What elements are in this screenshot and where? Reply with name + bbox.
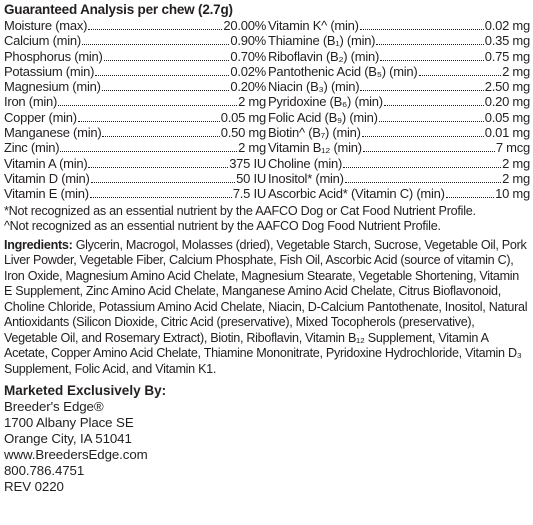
nutrient-value: 7.5 IU (232, 186, 266, 202)
nutrient-value: 2 mg (502, 63, 530, 79)
nutrient-value: 0.02 mg (484, 18, 530, 33)
nutrient-value: 2.50 mg (484, 79, 530, 95)
label-document (4, 2, 530, 495)
ingredients-title: Ingredients: (4, 237, 73, 252)
dot-leader (419, 75, 502, 76)
dot-leader (58, 105, 237, 106)
dot-leader (95, 75, 229, 76)
nutrient-label: Magnesium (min) (4, 79, 101, 95)
nutrient-value: 0.20% (230, 79, 266, 95)
analysis-row (4, 94, 266, 109)
nutrient-label: Copper (min) (4, 109, 77, 125)
marketer-line-phone: 800.786.4751 (4, 463, 85, 479)
analysis-row (268, 64, 530, 79)
analysis-row (4, 110, 266, 125)
nutrient-label: Calcium (min) (4, 33, 81, 49)
analysis-row (268, 156, 530, 171)
nutrient-label: Zinc (min) (4, 140, 60, 156)
nutrient-label: Pyridoxine (B₆) (min) (268, 94, 383, 110)
analysis-row (4, 156, 266, 171)
analysis-row (4, 33, 266, 48)
nutrient-label: Niacin (B₃) (min) (268, 79, 360, 95)
analysis-row (4, 49, 266, 64)
nutrient-label: Manganese (min) (4, 125, 102, 141)
nutrient-value: 0.05 mg (484, 109, 530, 125)
dot-leader (78, 121, 220, 122)
nutrient-label: Moisture (max) (4, 18, 88, 33)
analysis-row (4, 171, 266, 186)
analysis-row (268, 79, 530, 94)
dot-leader (91, 182, 236, 183)
dot-leader (384, 105, 484, 106)
marketer-line-website: www.BreedersEdge.com (4, 447, 148, 463)
marketer-line-brand: Breeder's Edge® (4, 399, 104, 415)
nutrient-label: Pantothenic Acid (B₅) (min) (268, 63, 418, 79)
dot-leader (104, 60, 230, 61)
footnote-1: *Not recognized as an essential nutrient by the AAFCO Dog or Cat Food Nutrient Profile. (4, 203, 476, 218)
nutrient-label: Vitamin E (min) (4, 186, 89, 202)
nutrient-value: 0.50 mg (220, 125, 266, 141)
nutrient-label: Vitamin A (min) (4, 155, 88, 171)
analysis-row (268, 94, 530, 109)
analysis-row (268, 49, 530, 64)
nutrient-value: 0.20 mg (484, 94, 530, 110)
dot-leader (360, 29, 484, 30)
dot-leader (82, 44, 229, 45)
dot-leader (102, 90, 230, 91)
footnote-2: ^Not recognized as an essential nutrient by the AAFCO Dog Food Nutrient Profile. (4, 218, 441, 233)
nutrient-value: 0.75 mg (484, 48, 530, 64)
dot-leader (363, 151, 495, 152)
nutrient-label: Vitamin K^ (min) (268, 18, 359, 33)
dot-leader (88, 167, 228, 168)
dot-leader (446, 197, 494, 198)
nutrient-label: Iron (min) (4, 94, 58, 110)
analysis-row (4, 18, 266, 33)
dot-leader (376, 44, 484, 45)
analysis-row (268, 171, 530, 186)
nutrient-label: Choline (min) (268, 155, 343, 171)
marketer-line-street: 1700 Albany Place SE (4, 415, 134, 431)
nutrient-value: 2 mg (238, 94, 266, 110)
nutrient-label: Biotin^ (B₇) (min) (268, 125, 361, 141)
marketer-line-revision: REV 0220 (4, 479, 64, 495)
nutrient-value: 0.90% (230, 33, 266, 49)
nutrient-value: 50 IU (236, 170, 266, 186)
analysis-right-column (268, 18, 530, 202)
marketed-title: Marketed Exclusively By: (4, 383, 167, 399)
nutrient-label: Inositol* (min) (268, 170, 344, 186)
dot-leader (102, 136, 219, 137)
analysis-row (268, 125, 530, 140)
ingredients-paragraph (4, 238, 530, 378)
nutrient-label: Vitamin D (min) (4, 170, 90, 186)
analysis-row (4, 64, 266, 79)
ingredients-text: Glycerin, Macrogol, Molasses (dried), Vegetable Starch, Sucrose, Vegetable Oil, Pork Liver Powder, Vegetable Fiber, Calcium Phosphate, Fish Oil, Ascorbic Acid (source of vitamin C), Iron Oxide, Magnesium Amino Acid Chelate, Magnesium Stearate, Vegetable Shortening, Vitamin E Supplement, Zinc Amino Acid Chelate, Manganese Amino Acid Chelate, Citrus Bioflavonoid, Choline Chloride, Potassium Amino Acid Chelate, Niacin, D-Calcium Pantothenate, Inositol, Natural Antioxidants (Silicon Dioxide, Citric Acid (preservative), Mixed Tocopherols (preservative), Vegetable Oil, and Rosemary Extract), Biotin, Riboflavin, Vitamin B₁₂ Supplement, Vitamin A Acetate, Copper Amino Acid Chelate, Thiamine Mononitrate, Pyridoxine Hydrochloride, Vitamin D₃ Supplement, Folic Acid, and Vitamin K1. (4, 237, 528, 376)
analysis-row (4, 79, 266, 94)
nutrient-label: Ascorbic Acid* (Vitamin C) (min) (268, 186, 445, 202)
dot-leader (360, 90, 483, 91)
dot-leader (88, 29, 222, 30)
nutrient-value: 0.05 mg (220, 109, 266, 125)
analysis-row (268, 18, 530, 33)
nutrient-value: 0.70% (230, 48, 266, 64)
nutrient-label: Folic Acid (B₉) (min) (268, 109, 378, 125)
dot-leader (343, 167, 501, 168)
analysis-title: Guaranteed Analysis per chew (2.7g) (4, 2, 233, 17)
analysis-row (4, 186, 266, 201)
nutrient-value: 0.02% (230, 63, 266, 79)
analysis-row (268, 110, 530, 125)
analysis-table (4, 18, 530, 202)
dot-leader (362, 136, 484, 137)
nutrient-value: 0.01 mg (484, 125, 530, 141)
nutrient-value: 375 IU (229, 155, 266, 171)
nutrient-value: 7 mcg (495, 140, 530, 156)
marketer-line-city: Orange City, IA 51041 (4, 431, 132, 447)
analysis-row (268, 186, 530, 201)
analysis-row (268, 140, 530, 155)
nutrient-label: Phosphorus (min) (4, 48, 103, 64)
nutrient-value: 2 mg (238, 140, 266, 156)
analysis-row (4, 140, 266, 155)
analysis-row (4, 125, 266, 140)
nutrient-value: 0.35 mg (484, 33, 530, 49)
nutrient-value: 20.00% (223, 18, 266, 33)
analysis-row (268, 33, 530, 48)
dot-leader (379, 121, 484, 122)
nutrient-value: 10 mg (495, 186, 530, 202)
dot-leader (90, 197, 232, 198)
dot-leader (345, 182, 501, 183)
nutrient-label: Riboflavin (B₂) (min) (268, 48, 380, 64)
dot-leader (380, 60, 484, 61)
dot-leader (60, 151, 237, 152)
nutrient-value: 2 mg (502, 170, 530, 186)
nutrient-label: Thiamine (B₁) (min) (268, 33, 376, 49)
nutrient-value: 2 mg (502, 155, 530, 171)
nutrient-label: Vitamin B₁₂ (min) (268, 140, 362, 156)
nutrient-label: Potassium (min) (4, 63, 95, 79)
analysis-left-column (4, 18, 266, 202)
